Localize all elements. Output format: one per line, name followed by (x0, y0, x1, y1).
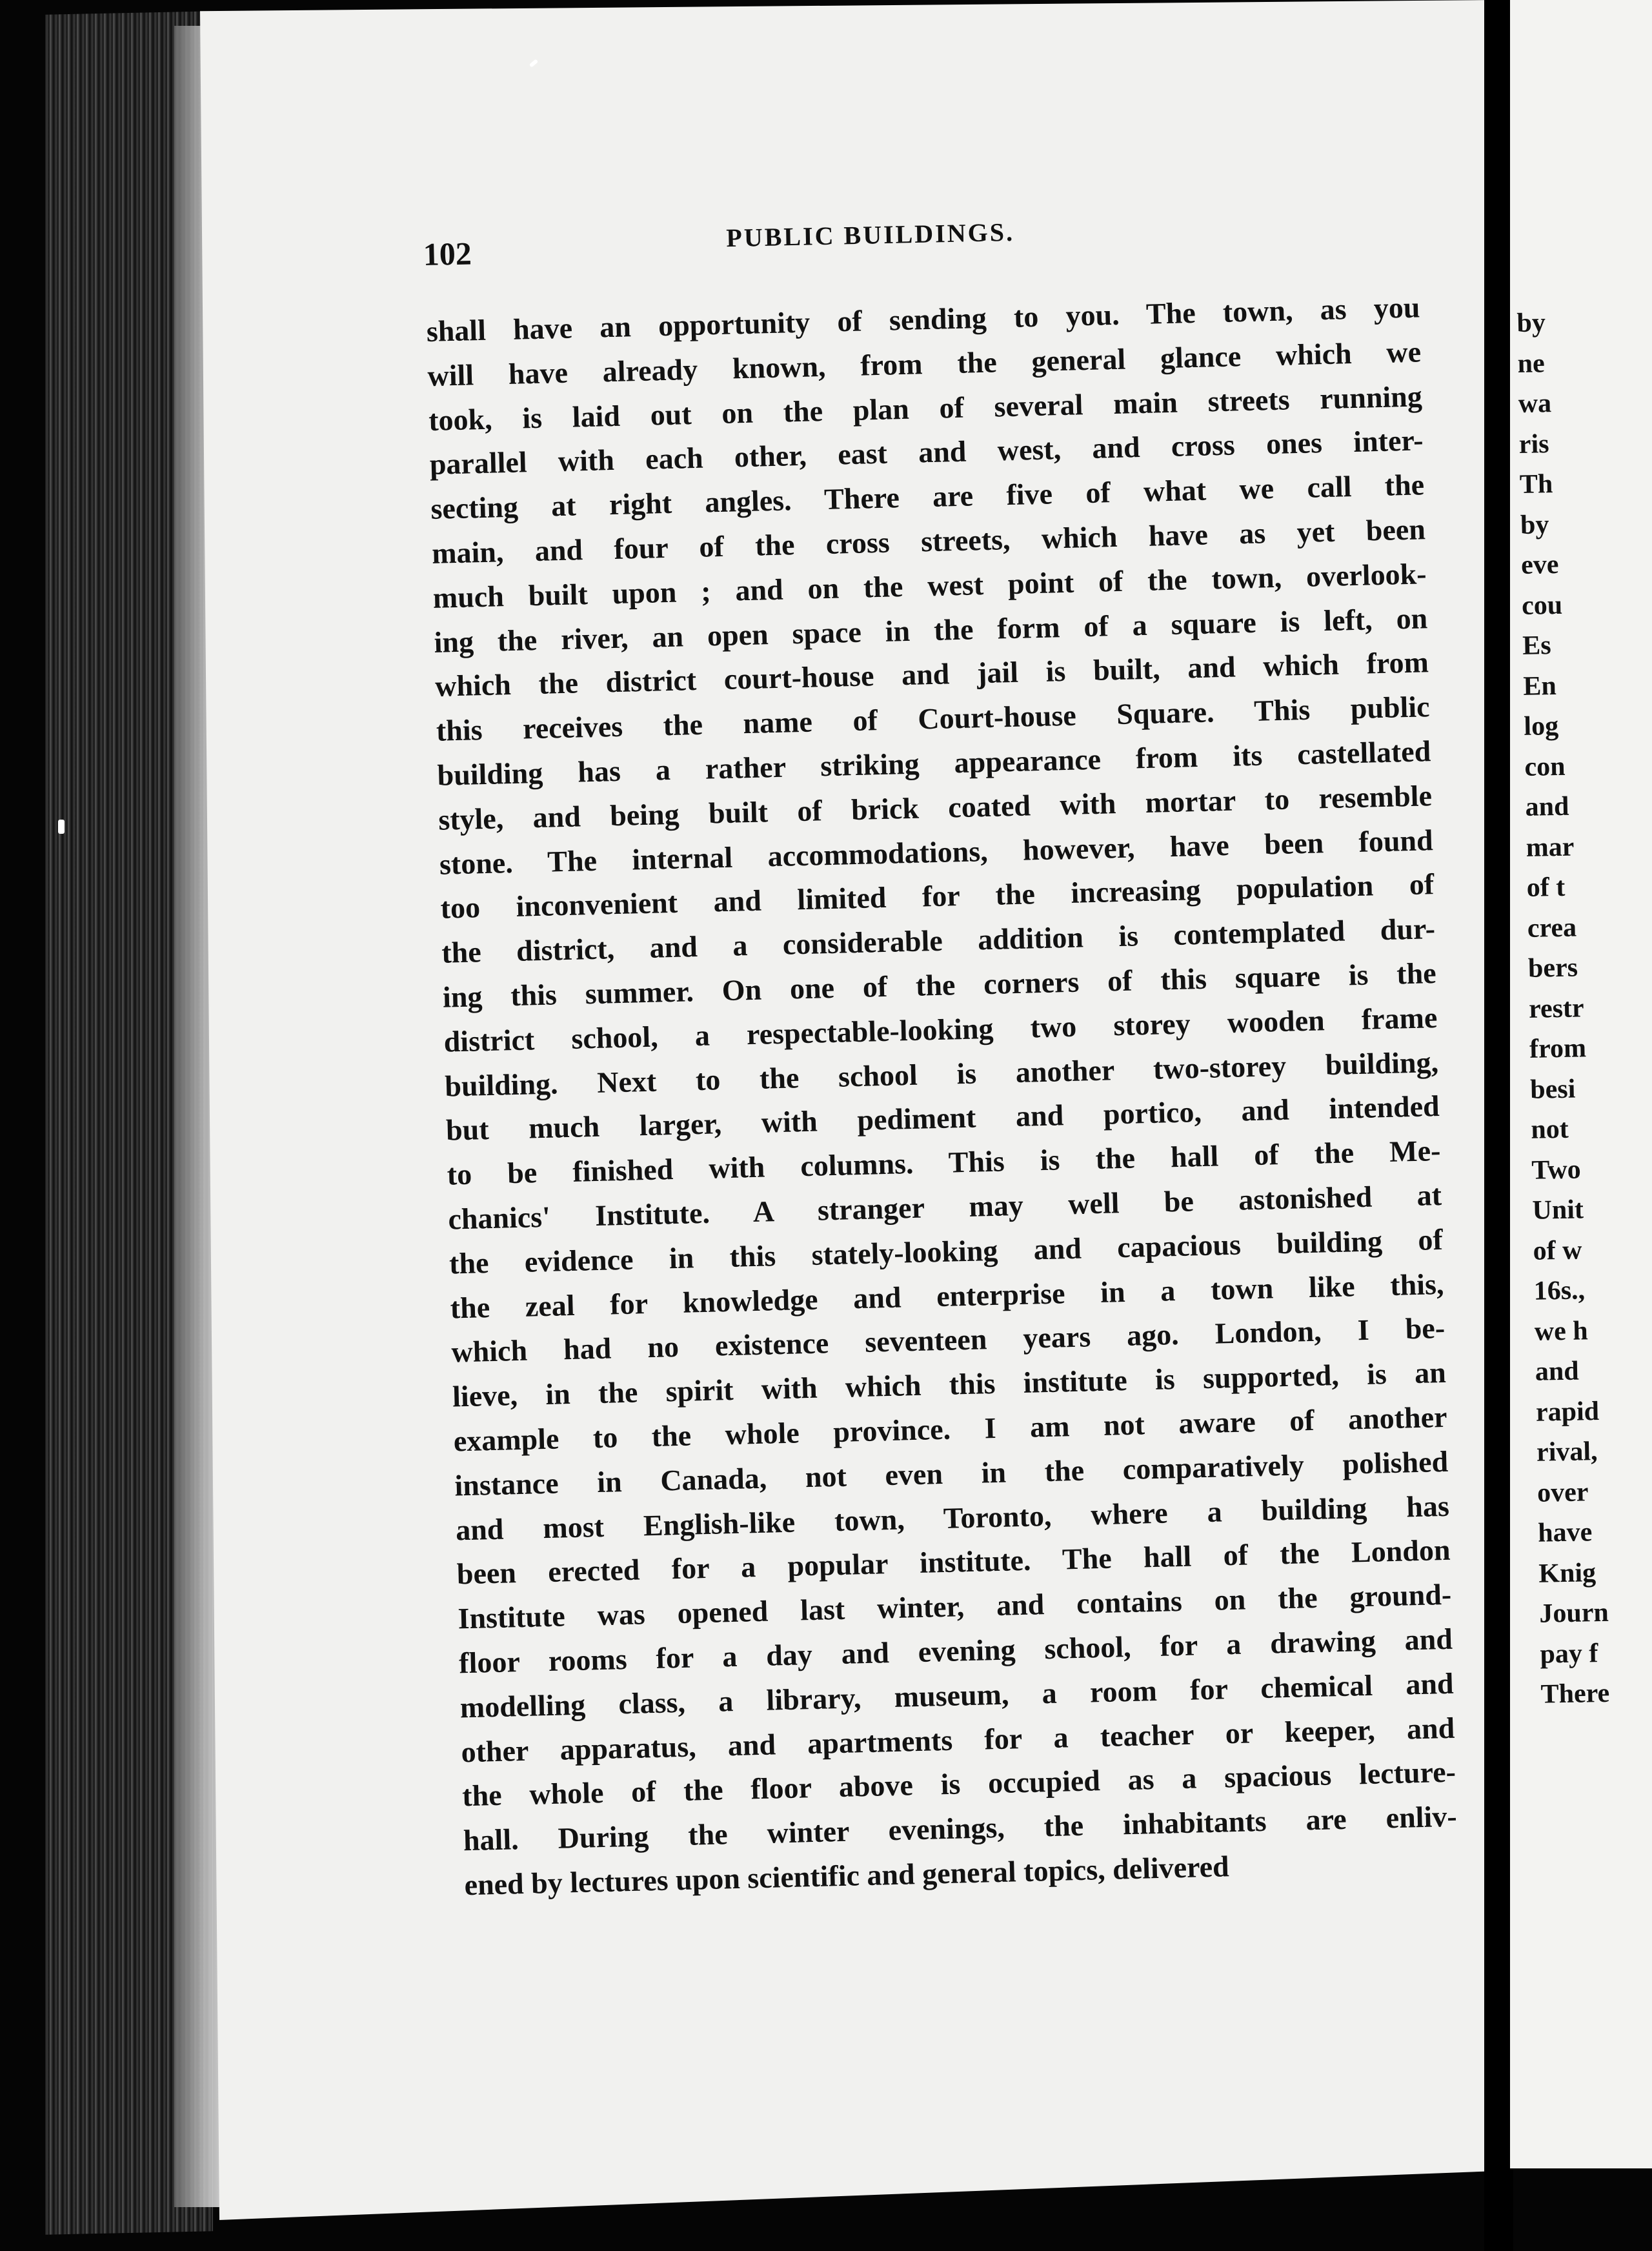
text-line: been erected for a popular institute. The hall of the London (456, 1533, 1451, 1591)
text-line: Institute was opened last winter, and contains on the ground- (457, 1577, 1452, 1635)
text-line: floor rooms for a day and evening school, for a drawing and (458, 1622, 1453, 1680)
text-line: modelling class, a library, museum, a room for chemical and (459, 1666, 1455, 1724)
text-line: ened by lectures upon scientific and general topics, delivered (464, 1850, 1230, 1902)
facing-page-fragment: rival, (1536, 1437, 1598, 1468)
text-line: secting at right angles. There are five of what we call the (430, 468, 1425, 526)
facing-page-fragment: and (1525, 791, 1569, 822)
facing-page-fragment: from (1529, 1033, 1587, 1064)
facing-page-fragment: we h (1534, 1315, 1589, 1347)
facing-page-fragment: Journ (1539, 1597, 1609, 1629)
text-line: to be finished with columns. This is the hall of the Me- (447, 1134, 1441, 1191)
text-line: took, is laid out on the plan of several main streets running (428, 379, 1423, 437)
facing-page-fragment: Knig (1538, 1557, 1597, 1589)
body-text (426, 285, 1458, 1908)
text-line: much built upon ; and on the west point of the town, overlook- (432, 557, 1427, 614)
text-line: hall. During the winter evenings, the inhabitants are enliv- (463, 1799, 1458, 1857)
text-line: building has a rather striking appearance from its castellated (437, 734, 1431, 792)
facing-page-fragment: Th (1519, 469, 1553, 500)
text-line: shall have an opportunity of sending to you. The town, as you (426, 290, 1420, 348)
facing-page-fragment: Two (1531, 1154, 1582, 1186)
facing-page-fragment: have (1537, 1517, 1593, 1548)
facing-page-fragment: ne (1517, 348, 1546, 379)
text-line: building. Next to the school is another two-storey building, (444, 1045, 1439, 1103)
facing-page-fragment: rapid (1535, 1396, 1600, 1428)
text-line: parallel with each other, east and west, and cross ones inter- (429, 423, 1424, 481)
facing-page-fragment: cou (1521, 590, 1563, 621)
facing-page-fragment: 16s., (1533, 1275, 1586, 1306)
facing-page-fragment: by (1516, 308, 1546, 338)
facing-page-text (1516, 301, 1652, 1715)
facing-page-fragment: ris (1518, 429, 1549, 459)
facing-page-fragment: wa (1518, 389, 1552, 419)
facing-page-fragment: There (1540, 1678, 1610, 1710)
facing-page-fragment: of w (1533, 1235, 1582, 1266)
running-head: PUBLIC BUILDINGS. (725, 217, 1015, 253)
text-line: and most English-like town, Toronto, where a building has (455, 1489, 1450, 1546)
text-line: style, and being built of brick coated with mortar to resemble (438, 778, 1433, 836)
facing-page-fragment: log (1524, 711, 1559, 742)
text-line: will have already known, from the general glance which we (427, 335, 1422, 392)
facing-page-fragment: eve (1520, 549, 1559, 580)
book-gutter (1484, 0, 1513, 2251)
facing-page-fragment: and (1535, 1356, 1580, 1387)
facing-page-fragment: over (1536, 1477, 1589, 1508)
text-line: too inconvenient and limited for the increasing population of (440, 867, 1435, 925)
text-line: other apparatus, and apartments for a teacher or keeper, and (460, 1711, 1455, 1768)
facing-page-fragment: restr (1528, 993, 1584, 1024)
facing-page-fragment: crea (1527, 913, 1577, 944)
facing-page-fragment: Es (1522, 631, 1552, 661)
facing-page-fragment: by (1520, 509, 1549, 540)
text-line: which the district court-house and jail is built, and which from (434, 645, 1429, 703)
text-line: example to the whole province. I am not aware of another (453, 1400, 1448, 1458)
text-line: main, and four of the cross streets, which have as yet been (431, 512, 1426, 570)
facing-page-fragment: En (1522, 671, 1557, 702)
text-line: instance in Canada, not even in the comparatively polished (454, 1444, 1449, 1502)
facing-page-fragment: Unit (1532, 1195, 1584, 1226)
scan-speck (58, 820, 65, 834)
text-line: ing this summer. On one of the corners of this square is the (442, 956, 1437, 1014)
text-line: the zeal for knowledge and enterprise in a town like this, (450, 1267, 1444, 1325)
text-line: district school, a respectable-looking two storey wooden frame (443, 1000, 1438, 1058)
text-line: stone. The internal accommodations, however, have been found (439, 823, 1434, 881)
text-line: the whole of the floor above is occupied as a spacious lecture- (461, 1755, 1456, 1813)
facing-page-fragment: not (1530, 1114, 1569, 1145)
text-line: but much larger, with pediment and portico, and intended (445, 1089, 1440, 1147)
page-number: 102 (423, 235, 472, 272)
text-line: this receives the name of Court-house Square. This public (436, 690, 1431, 747)
text-line: the district, and a considerable addition is contemplated dur- (441, 912, 1436, 969)
facing-page-fragment: mar (1526, 832, 1575, 863)
text-line: ing the river, an open space in the form of a square is left, on (433, 601, 1428, 659)
text-line: lieve, in the spirit with which this institute is supported, is an (452, 1356, 1447, 1413)
text-line: which had no existence seventeen years ago. London, I be- (450, 1311, 1446, 1369)
facing-page-fragment: con (1524, 751, 1566, 782)
facing-page-fragment: pay f (1540, 1638, 1598, 1670)
facing-page-fragment: bers (1527, 953, 1578, 984)
facing-page-fragment: besi (1529, 1074, 1576, 1105)
text-line: chanics' Institute. A stranger may well be astonished at (447, 1178, 1442, 1236)
facing-page-fragment: of t (1526, 872, 1566, 903)
text-line: the evidence in this stately-looking and capacious building of (448, 1222, 1444, 1280)
